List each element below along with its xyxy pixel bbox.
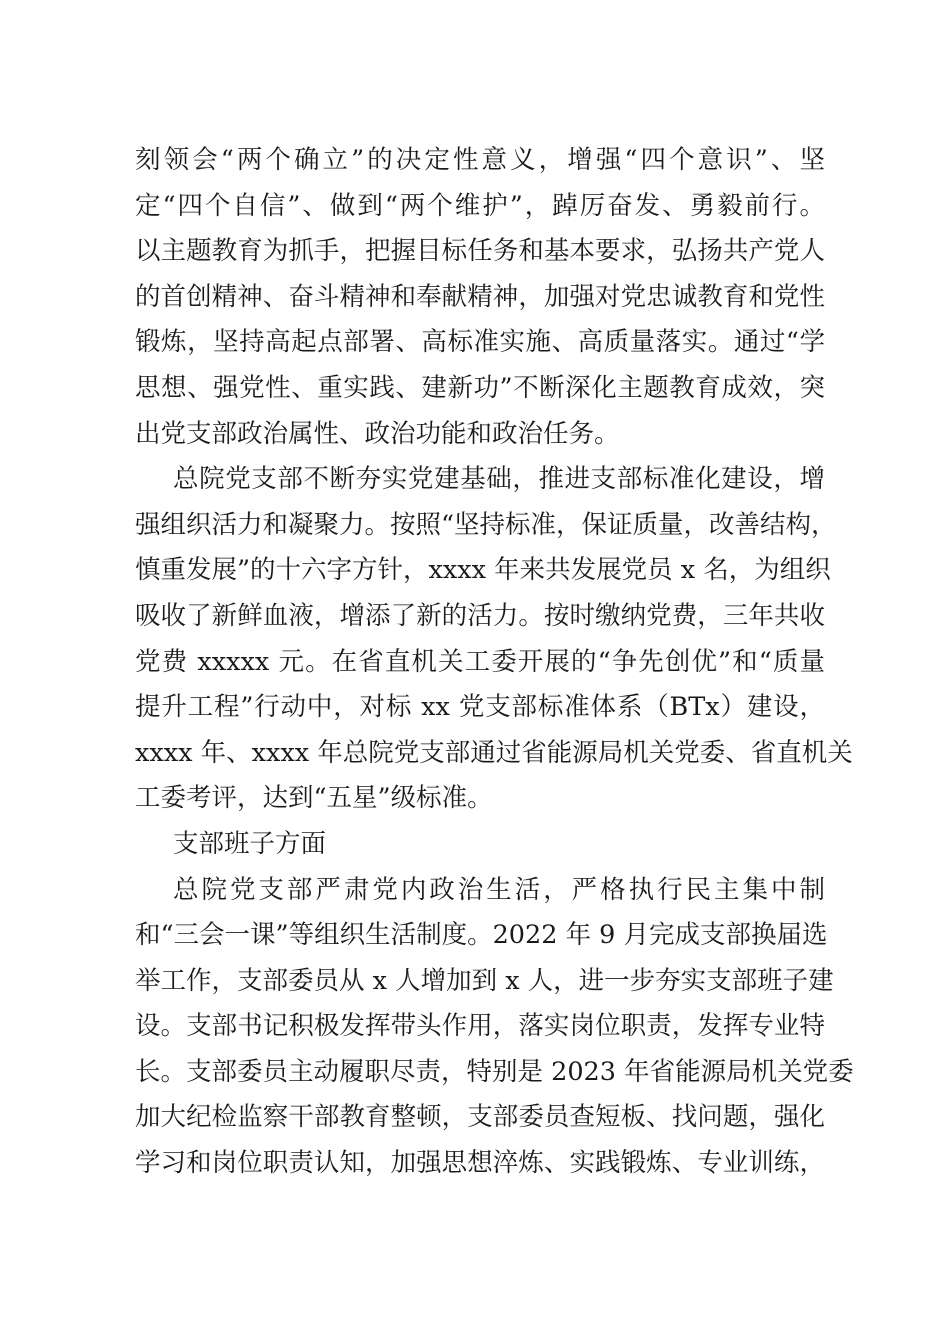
text-line: 设。支部书记积极发挥带头作用，落实岗位职责，发挥专业特 <box>135 1011 825 1042</box>
text-line: 长。支部委员主动履职尽责，特别是 2023 年省能源局机关党委 <box>135 1056 854 1087</box>
text-line: 总院党支部不断夯实党建基础，推进支部标准化建设，增 <box>173 464 825 495</box>
paragraph <box>135 868 854 1187</box>
section-heading-text: 支部班子方面 <box>173 828 327 859</box>
text-line: 提升工程”行动中，对标 xx 党支部标准体系（BTx）建设， <box>135 692 825 723</box>
text-line: 定“四个自信”、做到“两个维护”，踔厉奋发、勇毅前行。 <box>135 190 825 221</box>
text-line: 锻炼，坚持高起点部署、高标准实施、高质量落实。通过“学 <box>135 327 825 358</box>
text-line: 加大纪检监察干部教育整顿，支部委员查短板、找问题，强化 <box>135 1102 825 1133</box>
text-line: 和“三会一课”等组织生活制度。2022 年 9 月完成支部换届选 <box>135 920 828 951</box>
text-line: 学习和岗位职责认知，加强思想淬炼、实践锻炼、专业训练， <box>135 1148 825 1179</box>
paragraph <box>135 138 825 457</box>
text-line: 党费 xxxxx 元。在省直机关工委开展的“争先创优”和“质量 <box>135 646 825 677</box>
text-line: 强组织活力和凝聚力。按照“坚持标准，保证质量，改善结构， <box>135 509 837 540</box>
text-line: 总院党支部严肃党内政治生活，严格执行民主集中制 <box>173 874 825 905</box>
body-text <box>135 138 854 1187</box>
text-line: 慎重发展”的十六字方针，xxxx 年来共发展党员 x 名，为组织 <box>135 555 831 586</box>
text-line: 吸收了新鲜血液，增添了新的活力。按时缴纳党费，三年共收 <box>135 600 825 631</box>
text-line: 以主题教育为抓手，把握目标任务和基本要求，弘扬共产党人 <box>135 236 825 267</box>
text-line: 出党支部政治属性、政治功能和政治任务。 <box>135 418 620 449</box>
text-line: 举工作，支部委员从 x 人增加到 x 人，进一步夯实支部班子建 <box>135 965 834 996</box>
text-line: 刻领会“两个确立”的决定性意义，增强“四个意识”、坚 <box>135 145 825 175</box>
text-line: xxxx 年、xxxx 年总院党支部通过省能源局机关党委、省直机关 <box>135 737 853 768</box>
section-heading <box>135 822 825 868</box>
paragraph <box>135 457 853 822</box>
text-line: 工委考评，达到“五星”级标准。 <box>135 783 493 814</box>
text-line: 的首创精神、奋斗精神和奉献精神，加强对党忠诚教育和党性 <box>135 281 825 312</box>
text-line: 思想、强党性、重实践、建新功”不断深化主题教育成效，突 <box>135 372 825 403</box>
